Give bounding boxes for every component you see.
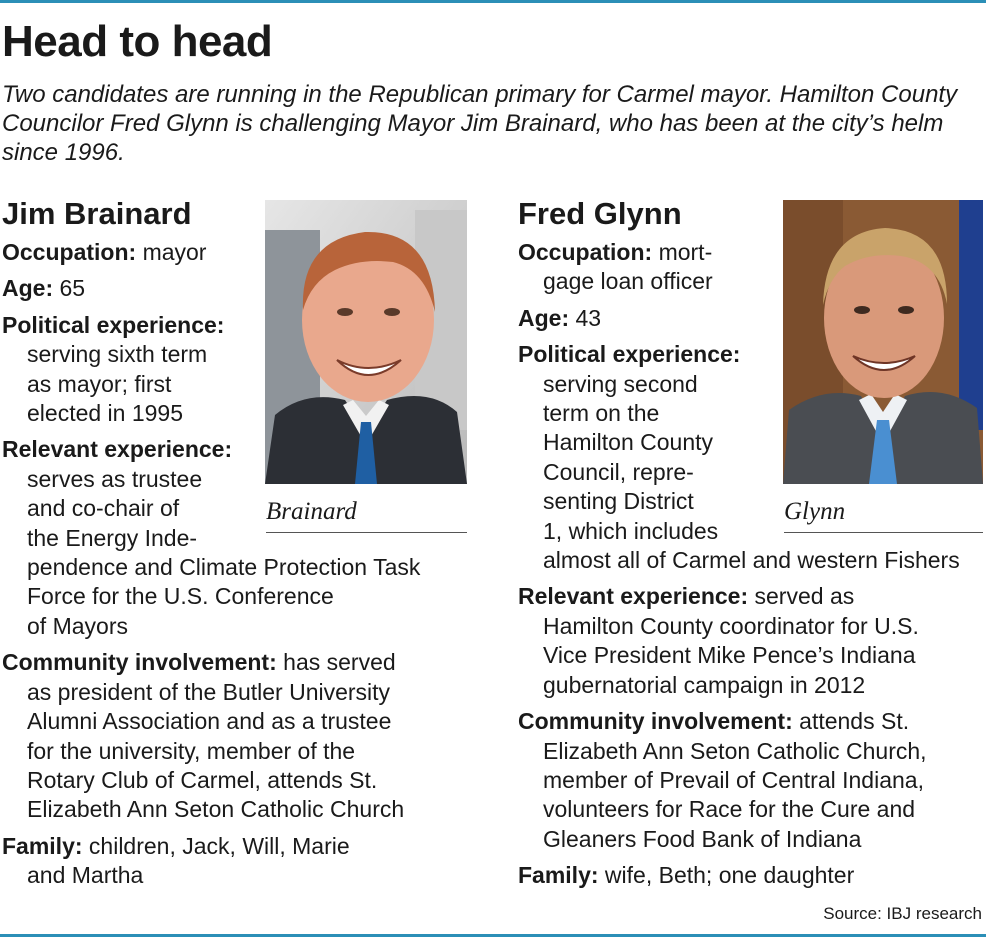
occupation-first: mort- [658,239,713,265]
community-line: Elizabeth Ann Seton Catholic Church, [543,737,927,764]
brainard-portrait-illustration [265,200,467,484]
family-first: children, Jack, Will, Marie [88,832,350,859]
brainard-caption-rule [266,532,467,533]
brainard-photo [265,200,467,484]
age-label: Age: [2,275,54,302]
political-line: serving sixth term [27,341,208,368]
community-first: attends St. [799,708,910,735]
family-label: Family: [518,862,599,889]
relevant-label: Relevant experience: [518,583,749,610]
political-label: Political experience: [2,311,225,338]
relevant-line: pendence and Climate Protection Task [27,554,421,581]
political-line: as mayor; first [27,370,172,397]
community-label: Community involvement: [518,708,793,735]
age-value: 43 [575,304,602,331]
relevant-first: served as [754,583,855,610]
relevant-line: the Energy Inde- [27,524,198,551]
occupation-label: Occupation: [518,239,653,265]
occupation-line: gage loan officer [543,268,713,295]
political-label: Political experience: [518,341,741,368]
candidate-name-glynn: Fred Glynn [518,196,682,231]
intro-dek: Two candidates are running in the Republican primary for Carmel mayor. Hamilton County Councilor Fred Glynn is challenging Mayor Jim Brainard, who has been at the city’s helm since 1996. [2,81,958,166]
relevant-line: of Mayors [27,612,128,639]
community-line: member of Prevail of Central Indiana, [543,766,924,793]
relevant-line: and co-chair of [27,495,180,522]
community-line: Alumni Association and as a trustee [27,708,392,735]
age-label: Age: [518,304,570,331]
glynn-caption-rule [784,532,983,533]
glynn-photo [783,200,983,484]
brainard-photo-caption: Brainard [266,498,357,525]
political-line: 1, which includes [543,517,719,544]
page-title: Head to head [2,17,273,66]
top-rule [0,0,986,3]
community-line: Elizabeth Ann Seton Catholic Church [27,796,405,823]
community-first: has served [283,649,396,676]
political-line: serving second [543,370,698,397]
age-value: 65 [59,275,86,302]
political-line: elected in 1995 [27,400,184,427]
political-line: senting District [543,488,694,515]
candidate-name-brainard: Jim Brainard [2,196,192,231]
occupation-label: Occupation: [2,239,137,265]
community-line: Rotary Club of Carmel, attends St. [27,766,378,793]
relevant-line: Hamilton County coordinator for U.S. [543,612,919,639]
political-line: almost all of Carmel and western Fishers [543,547,960,574]
community-label: Community involvement: [2,649,277,676]
relevant-line: Force for the U.S. Conference [27,583,334,610]
community-line: for the university, member of the [27,737,356,764]
family-value: wife, Beth; one daughter [604,862,855,889]
community-line: volunteers for Race for the Cure and [543,796,916,823]
political-line: term on the [543,400,660,427]
family-line: and Martha [27,862,144,889]
community-line: as president of the Butler University [27,678,391,705]
relevant-line: serves as trustee [27,465,203,492]
political-line: Council, repre- [543,458,694,485]
occupation-value: mayor [142,239,207,265]
community-line: Gleaners Food Bank of Indiana [543,825,862,852]
relevant-line: Vice President Mike Pence’s Indiana [543,642,916,669]
political-line: Hamilton County [543,429,714,456]
source-credit: Source: IBJ research [823,904,982,923]
glynn-portrait-illustration [783,200,983,484]
relevant-line: gubernatorial campaign in 2012 [543,671,866,698]
bottom-rule [0,934,986,937]
family-label: Family: [2,832,83,859]
glynn-photo-caption: Glynn [784,498,846,525]
relevant-label: Relevant experience: [2,436,233,463]
